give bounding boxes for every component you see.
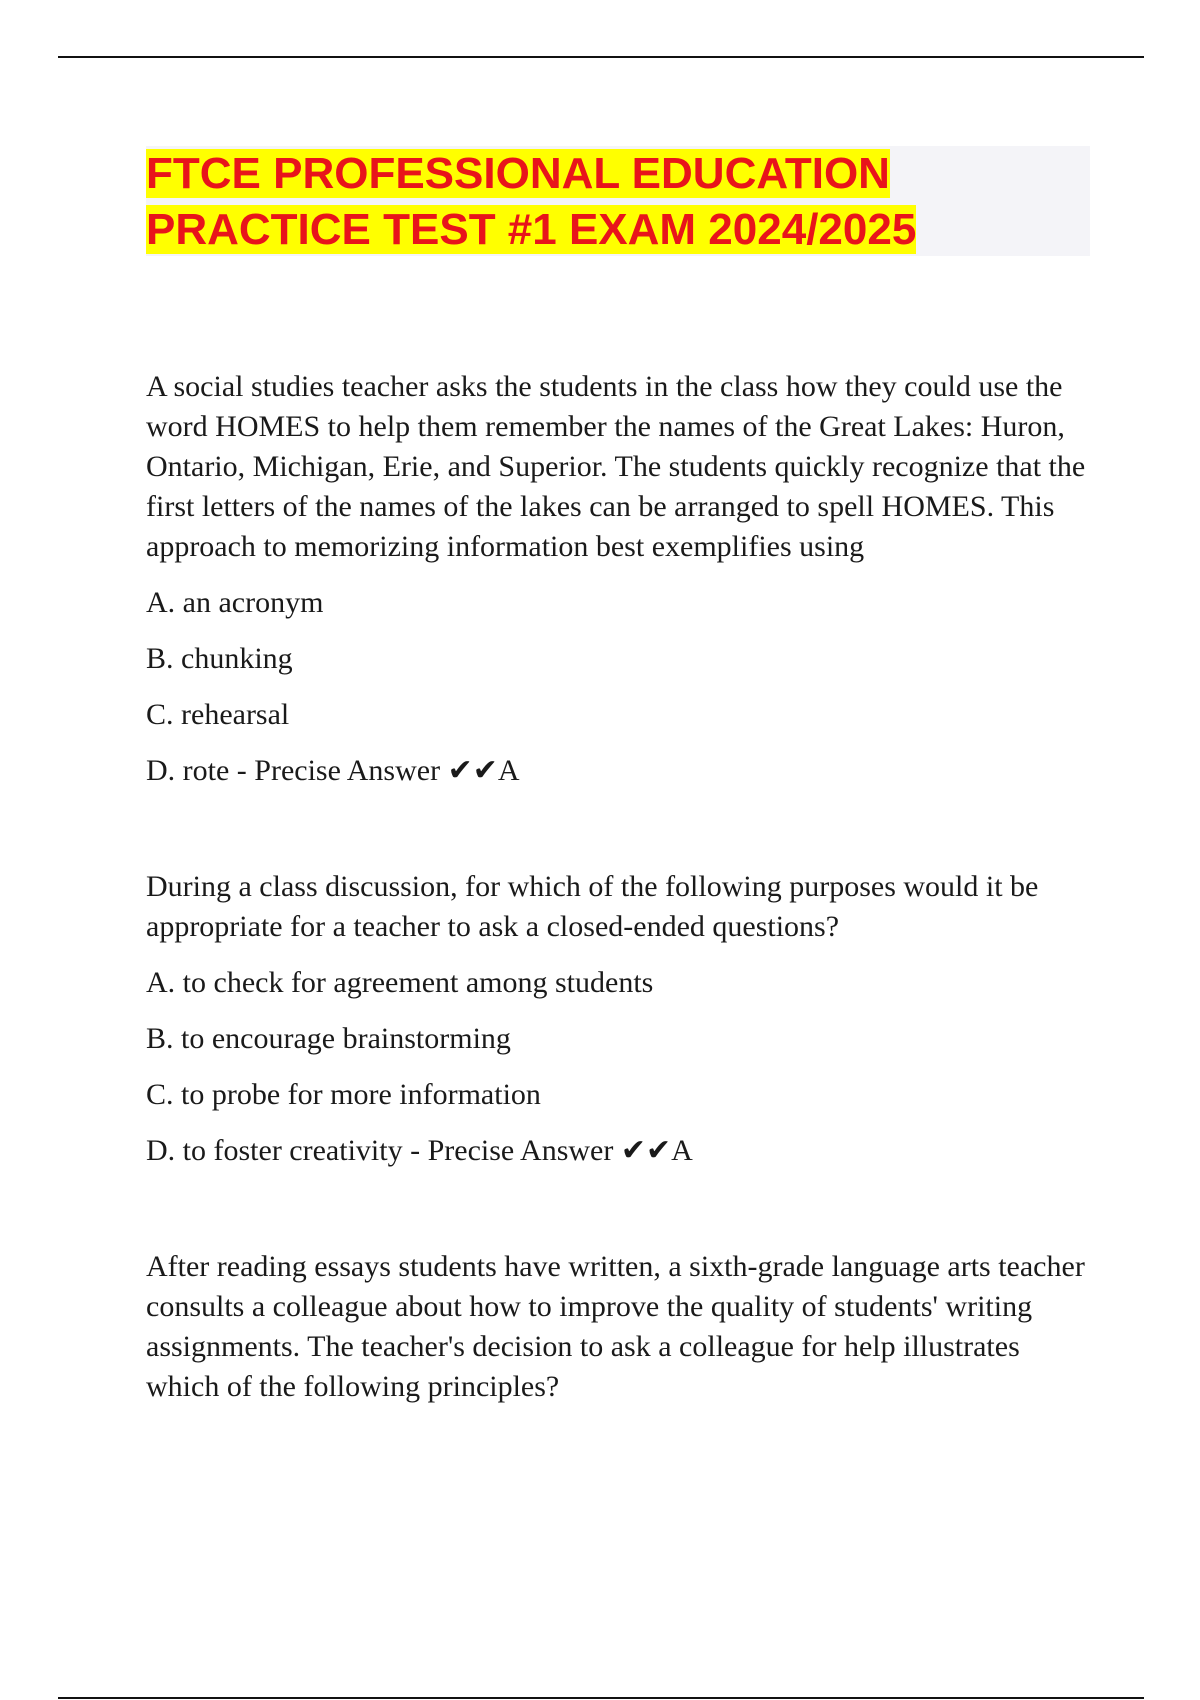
- question-text: A social studies teacher asks the students in the class how they could use the word HOMES to help them remember the names of the Great Lakes: Huron, Ontario, Michigan, Erie, and Superior. The students quickly recognize that the first letters of the names of the lakes can be arranged to spell HOMES. This approach to memorizing information best exemplifies using: [146, 370, 1086, 563]
- question-text: After reading essays students have written, a sixth-grade language arts teacher consults a colleague about how to improve the quality of students' writing assignments. The teacher's decision to ask a colleague for help illustrates which of the following principles?: [146, 1250, 1085, 1403]
- document-body: [146, 367, 1096, 1407]
- top-rule: [58, 56, 1144, 58]
- answer-option-b: B. to encourage brainstorming: [146, 1022, 511, 1055]
- answer-option-c: C. to probe for more information: [146, 1078, 541, 1111]
- bottom-rule: [58, 1697, 1144, 1699]
- title-line-2: PRACTICE TEST #1 EXAM 2024/2025: [146, 205, 917, 254]
- answer-option-d: D. to foster creativity - Precise Answer ✔✔A: [146, 1134, 693, 1167]
- question-text: During a class discussion, for which of the following purposes would it be appropriate for a teacher to ask a closed-ended questions?: [146, 870, 1039, 943]
- title-block: [146, 146, 1090, 256]
- question-block-1: [146, 367, 1096, 791]
- question-block-2: [146, 867, 1096, 1171]
- answer-option-a: A. an acronym: [146, 586, 324, 619]
- answer-option-c: C. rehearsal: [146, 698, 290, 731]
- answer-option-d: D. rote - Precise Answer ✔✔A: [146, 754, 520, 787]
- document-title: [146, 146, 1090, 258]
- question-block-3: [146, 1247, 1096, 1407]
- answer-option-b: B. chunking: [146, 642, 293, 675]
- answer-option-a: A. to check for agreement among students: [146, 966, 654, 999]
- title-line-1: FTCE PROFESSIONAL EDUCATION: [146, 149, 890, 198]
